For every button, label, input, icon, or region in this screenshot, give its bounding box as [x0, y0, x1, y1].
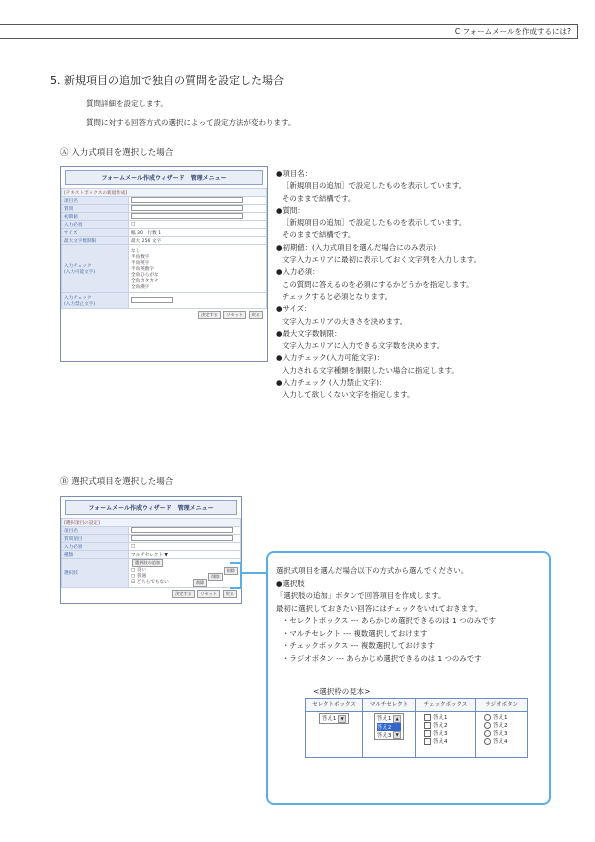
callout-line: ・ラジオボタン --- あらかじめ選択できるのは 1 つのみです: [282, 653, 482, 663]
row-label: 初期値: [62, 213, 129, 221]
callout-line: ●選択肢: [276, 578, 305, 588]
sample-title: <選択枠の見本>: [313, 687, 371, 696]
multi-option[interactable]: [377, 731, 401, 740]
option-text: 答え2: [493, 723, 508, 729]
note-line: ●入力必須：: [276, 267, 320, 277]
chapter-title: C フォームメールを作成するには?: [454, 27, 571, 36]
select-value: 答え1: [321, 716, 337, 722]
select-item-screenshot: [60, 496, 242, 604]
submit-button[interactable]: 決定する: [198, 311, 221, 319]
input-settings-table: [61, 188, 267, 309]
callout-line: ・チェックボックス --- 複数選択しておけます: [282, 641, 435, 650]
note-line: ●質問：: [276, 205, 305, 215]
back-button[interactable]: 戻る: [249, 311, 263, 319]
sample-header: チェックボックス: [416, 699, 476, 712]
section-title: 5. 新規項目の追加で独自の質問を設定した場合: [50, 74, 284, 87]
table-section-label: [テキストボックスの新規作成]: [62, 189, 267, 197]
note-line: ●サイズ：: [276, 304, 312, 314]
required-checkbox[interactable]: □: [129, 543, 241, 551]
sample-checkboxes: [416, 712, 476, 758]
row-label: 項目名: [62, 527, 129, 535]
checkbox-option[interactable]: [424, 721, 472, 729]
radio-option[interactable]: [484, 721, 524, 729]
row-label: 入力必須: [62, 543, 129, 551]
radio-option[interactable]: 全角漢字: [131, 284, 150, 290]
radio-option[interactable]: 全角ひらがな: [131, 272, 159, 278]
section-desc-2: 質問に対する回答方式の選択によって設定方法が変わります。: [86, 118, 296, 127]
delete-button[interactable]: 削除: [193, 579, 207, 587]
note-line: ●最大文字数制限：: [276, 328, 342, 338]
wizard-title-bar: フォームメール作成ウィザード 管理メニュー: [65, 170, 263, 185]
note-line: そのままで結構です。: [282, 230, 356, 240]
option-text: 答え1: [433, 715, 448, 721]
sample-header: マルチセレクト: [363, 699, 416, 712]
sample-header: ラジオボタン: [476, 699, 528, 712]
note-line: ●入力チェック (入力禁止文字)：: [276, 378, 387, 388]
allowed-chars-radios[interactable]: [129, 245, 267, 293]
row-label: 入力チェック (入力可能文字): [62, 245, 129, 293]
selection-sample-table: [305, 698, 528, 758]
note-line: チェックすると必須となります。: [282, 291, 393, 301]
row-label: 種類: [62, 551, 129, 559]
chevron-down-icon: ▼: [393, 731, 401, 739]
type-select[interactable]: マルチセレクト ▼: [129, 551, 241, 559]
option-text: 答え2: [433, 723, 448, 729]
form-buttons: [61, 309, 267, 321]
note-line: 文字入力エリアに入力できる文字数を決めます。: [282, 341, 445, 351]
choice-text: 普通: [136, 574, 147, 579]
multi-option[interactable]: [377, 714, 401, 723]
row-label: 質問: [62, 205, 129, 213]
radio-option[interactable]: なし: [131, 248, 141, 254]
callout-line: ・セレクトボックス --- あらかじめ選択できるのは 1 つのみです: [282, 616, 497, 625]
choice-row[interactable]: ☑ どちらでもない 削除: [131, 579, 238, 585]
radio-option[interactable]: 半角英字: [131, 260, 150, 266]
required-checkbox[interactable]: □: [129, 221, 267, 229]
wizard-title-bar: フォームメール作成ウィザード 管理メニュー: [65, 500, 237, 515]
note-line: この質問に答えるのを必須にするかどうかを指定します。: [282, 279, 474, 289]
subsection-a-heading: Ⓐ 入力式項目を選択した場合: [60, 148, 174, 158]
delete-button[interactable]: 削除: [208, 573, 222, 581]
sample-multi-select[interactable]: [374, 713, 404, 740]
row-label: 最大文字数制限: [62, 237, 129, 245]
blocked-chars-input[interactable]: [131, 297, 173, 303]
radio-option[interactable]: 半角英数字: [131, 266, 154, 272]
add-choice-button[interactable]: 選択肢の追加: [132, 559, 163, 567]
radio-option[interactable]: [484, 737, 524, 745]
option-text: 答え2: [376, 724, 392, 731]
note-line: 文字入力エリアに最初に表示しておく文字列を入力します。: [282, 255, 481, 265]
choice-list: [129, 559, 241, 588]
note-line: ●入力チェック(入力可能文字)：: [276, 353, 385, 363]
note-line: 文字入力エリアの大きさを決めます。: [282, 316, 408, 326]
item-name-input[interactable]: [131, 197, 243, 203]
note-line: そのままで結構です。: [282, 193, 356, 203]
note-line: ●初期値：(入力式項目を選んだ場合にのみ表示): [276, 242, 437, 252]
option-text: 答え1: [376, 716, 392, 722]
sample-radios: [476, 712, 528, 758]
input-item-screenshot: [60, 166, 268, 362]
callout-line: 選択式項目を選んだ場合以下の方式から選んでください。: [276, 566, 469, 575]
chevron-up-icon: ▲: [393, 715, 401, 723]
form-buttons: [61, 588, 241, 600]
select-settings-table: [61, 518, 241, 588]
option-text: 答え3: [376, 732, 392, 739]
callout-text: [276, 565, 544, 665]
choice-row[interactable]: □ 普通 削除: [131, 573, 238, 579]
callout-connector-line: [242, 572, 266, 574]
option-text: 答え1: [493, 715, 508, 721]
option-text: 答え3: [433, 731, 448, 737]
chevron-down-icon: ▼: [338, 715, 346, 723]
callout-line: 「選択肢の追加」ボタンで回答項目を作成します。: [276, 591, 446, 600]
note-line: ［新規項目の追加］で設定したものを表示しています。: [282, 218, 467, 228]
reset-button[interactable]: リセット: [197, 590, 220, 598]
row-label: 選択肢: [62, 559, 129, 588]
reset-button[interactable]: リセット: [223, 311, 246, 319]
sample-select-box[interactable]: [319, 713, 349, 724]
back-button[interactable]: 戻る: [223, 590, 237, 598]
radio-option[interactable]: 半角数字: [131, 254, 150, 260]
option-text: 答え4: [433, 739, 448, 745]
radio-option[interactable]: [484, 713, 524, 721]
checkbox-option[interactable]: [424, 737, 472, 745]
note-line: 入力される文字種類を制限したい場合に指定します。: [282, 365, 459, 375]
item-name-input[interactable]: [131, 527, 233, 533]
radio-option[interactable]: 全角カタカナ: [131, 278, 159, 284]
chapter-header: [0, 24, 578, 39]
question-input[interactable]: [131, 535, 233, 541]
size-fields[interactable]: 幅 30 行数 1: [129, 229, 267, 237]
checkbox-option[interactable]: [424, 713, 472, 721]
choice-row[interactable]: □ 良い 削除: [131, 567, 238, 573]
delete-button[interactable]: 削除: [224, 567, 238, 575]
option-text: 答え4: [493, 739, 508, 745]
note-line: ［新規項目の追加］で設定したものを表示しています。: [282, 181, 467, 191]
row-label: 質問項目: [62, 535, 129, 543]
callout-line: ・マルチセレクト --- 複数選択しておけます: [282, 628, 428, 638]
table-section-label: [選択項目の設定]: [62, 519, 241, 527]
row-label: 入力必須: [62, 221, 129, 229]
note-line: 入力して欲しくない文字を指定します。: [282, 390, 415, 400]
sample-header: セレクトボックス: [306, 699, 363, 712]
subsection-b-heading: Ⓑ 選択式項目を選択した場合: [60, 477, 174, 487]
radio-option[interactable]: [484, 729, 524, 737]
row-label: 項目名: [62, 197, 129, 205]
question-input[interactable]: [131, 205, 243, 211]
callout-bracket: [230, 562, 242, 589]
max-length-field[interactable]: 最大 256 文字: [129, 237, 267, 245]
row-label: 入力チェック (入力禁止文字): [62, 293, 129, 309]
choice-text: どちらでもない: [136, 580, 169, 585]
callout-line: 最初に選択しておきたい回答にはチェックをいれておきます。: [276, 603, 483, 613]
initial-value-input[interactable]: [131, 213, 243, 219]
submit-button[interactable]: 決定する: [172, 590, 195, 598]
checkbox-option[interactable]: [424, 729, 472, 737]
section-desc-1: 質問詳細を設定します。: [86, 99, 168, 108]
option-text: 答え3: [493, 731, 508, 737]
note-line: ●項目名：: [276, 169, 313, 178]
choice-text: 良い: [136, 568, 147, 573]
row-label: サイズ: [62, 229, 129, 237]
input-item-notes: [276, 168, 576, 402]
multi-option[interactable]: [377, 723, 401, 731]
